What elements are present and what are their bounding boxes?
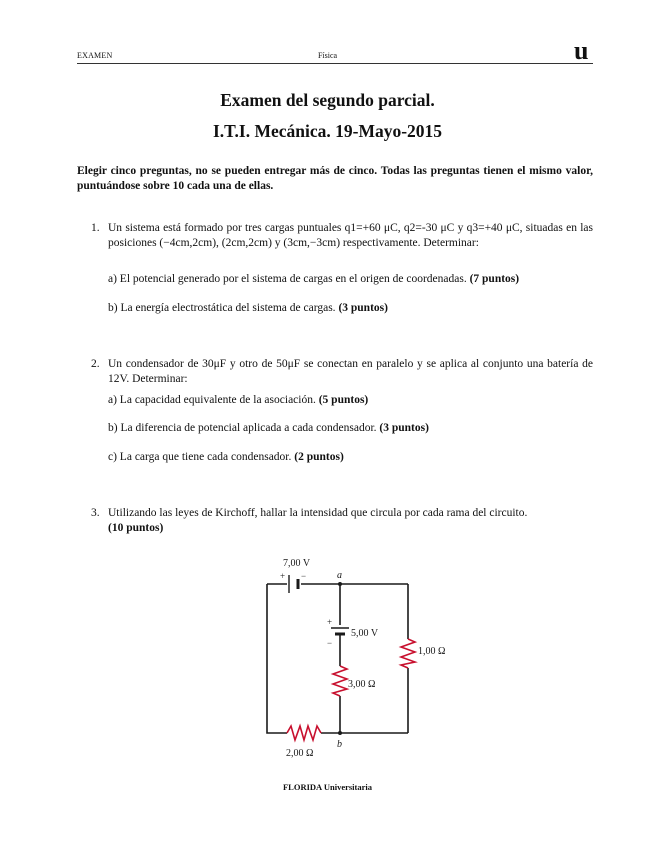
circuit-diagram — [250, 553, 446, 763]
node-a-dot — [338, 582, 342, 586]
part-text: c) La carga que tiene cada condensador. — [108, 451, 292, 463]
part-text: a) La capacidad equivalente de la asociación. — [108, 394, 316, 406]
node-a-label: a — [337, 570, 342, 581]
footer: FLORIDA Universitaria — [282, 782, 372, 792]
battery-middle-icon — [331, 628, 349, 634]
node-b-dot — [338, 731, 342, 735]
question-text-body: Utilizando las leyes de Kirchoff, hallar la intensidad que circula por cada rama del circuito. — [108, 507, 528, 519]
page-subtitle: I.T.I. Mecánica. 19-Mayo-2015 — [212, 121, 443, 141]
part-text: b) La diferencia de potencial aplicada a cada condensador. — [108, 422, 377, 434]
question-number: 1. — [91, 222, 100, 234]
header-left: EXAMEN — [77, 51, 113, 60]
part-points: (3 puntos) — [379, 422, 429, 434]
question-points: (10 puntos) — [108, 522, 164, 534]
question-number: 2. — [91, 358, 100, 370]
part-points: (5 puntos) — [318, 394, 369, 406]
question-number: 3. — [91, 507, 100, 519]
question-1-part-a — [108, 272, 598, 287]
question-1-part-b — [108, 301, 598, 316]
battery-top-plus: + — [280, 571, 286, 581]
part-points: (7 puntos) — [469, 273, 520, 285]
node-b-label: b — [337, 739, 342, 750]
battery-top-minus: − — [301, 571, 307, 581]
battery-top-label: 7,00 V — [283, 558, 311, 569]
resistor-bottom-label: 2,00 Ω — [286, 748, 314, 759]
question-3 — [91, 506, 593, 536]
question-2-part-c — [108, 450, 598, 465]
resistor-right-label: 1,00 Ω — [418, 646, 446, 657]
battery-top-icon — [289, 575, 298, 593]
university-logo: u — [574, 36, 589, 65]
question-1 — [91, 221, 593, 251]
part-text: b) La energía electrostática del sistema de cargas. — [108, 302, 336, 314]
battery-middle-label: 5,00 V — [351, 628, 379, 639]
question-text: Un condensador de 30μF y otro de 50μF se conectan en paralelo y se aplica al conjunto una batería de 12V. Determinar: — [108, 358, 593, 385]
header-center: Física — [317, 51, 338, 60]
resistor-right-icon — [401, 639, 415, 668]
question-2 — [91, 357, 593, 387]
resistor-bottom-icon — [287, 726, 321, 740]
question-text: Un sistema está formado por tres cargas puntuales q1=+60 μC, q2=-30 μC y q3=+40 μC, situadas en las posiciones (−4cm,2cm), (2cm,2cm) y (3cm,−3cm) respectivamente. Determinar: — [108, 222, 593, 249]
resistor-middle-label: 3,00 Ω — [348, 679, 376, 690]
question-2-part-b — [108, 421, 598, 436]
header-rule — [77, 63, 593, 64]
wire-left — [267, 584, 287, 733]
part-points: (3 puntos) — [338, 302, 388, 314]
question-text — [108, 506, 593, 536]
battery-middle-plus: + — [327, 617, 333, 627]
part-text: a) El potencial generado por el sistema de cargas en el origen de coordenadas. — [108, 273, 467, 285]
resistor-middle-icon — [333, 666, 347, 696]
circuit-wires — [267, 584, 408, 733]
part-points: (2 puntos) — [294, 451, 344, 463]
instructions: Elegir cinco preguntas, no se pueden entregar más de cinco. Todas las preguntas tienen el mismo valor, puntuándose sobre 10 cada una de ellas. — [77, 165, 593, 192]
page-title: Examen del segundo parcial. — [220, 90, 435, 110]
question-2-part-a — [108, 393, 598, 408]
battery-middle-minus: − — [327, 638, 333, 648]
